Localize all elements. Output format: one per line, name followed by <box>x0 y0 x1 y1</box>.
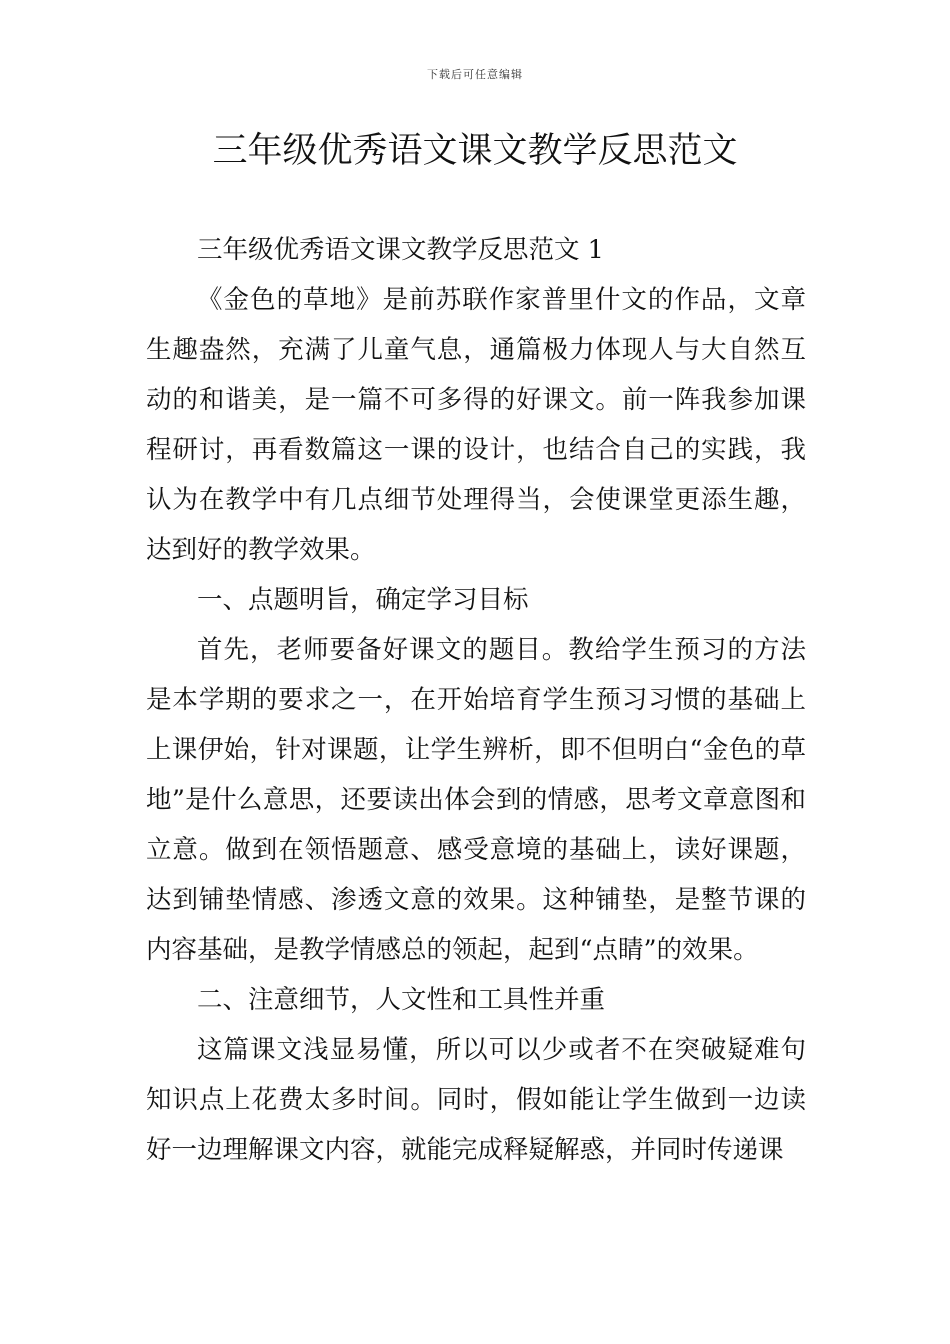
section-heading: 三年级优秀语文课文教学反思范文 1 <box>197 235 604 265</box>
document-title: 三年级优秀语文课文教学反思范文 <box>212 131 738 171</box>
section-heading: 二、注意细节，人文性和工具性并重 <box>197 985 606 1015</box>
document-body <box>146 225 806 1175</box>
body-paragraph: 《金色的草地》是前苏联作家普里什文的作品，文章生趣盎然，充满了儿童气息，通篇极力体现人与大自然互动的和谐美，是一篇不可多得的好课文。前一阵我参加课程研讨，再看数篇这一课的设计，也结合自己的实践，我认为在教学中有几点细节处理得当，会使课堂更添生趣，达到好的教学效果。 <box>146 285 806 565</box>
header-note: 下载后可任意编辑 <box>427 68 523 81</box>
body-paragraph: 首先，老师要备好课文的题目。教给学生预习的方法是本学期的要求之一，在开始培育学生预习习惯的基础上上课伊始，针对课题，让学生辨析，即不但明白“金色的草地”是什么意思，还要读出体会到的情感，思考文章意图和立意。做到在领悟题意、感受意境的基础上，读好课题，达到铺垫情感、渗透文意的效果。这种铺垫，是整节课的内容基础，是教学情感总的领起，起到“点睛”的效果。 <box>146 635 806 965</box>
section-heading: 一、点题明旨，确定学习目标 <box>197 585 529 615</box>
body-paragraph: 这篇课文浅显易懂，所以可以少或者不在突破疑难句知识点上花费太多时间。同时，假如能让学生做到一边读好一边理解课文内容，就能完成释疑解惑，并同时传递课 <box>146 1035 806 1165</box>
